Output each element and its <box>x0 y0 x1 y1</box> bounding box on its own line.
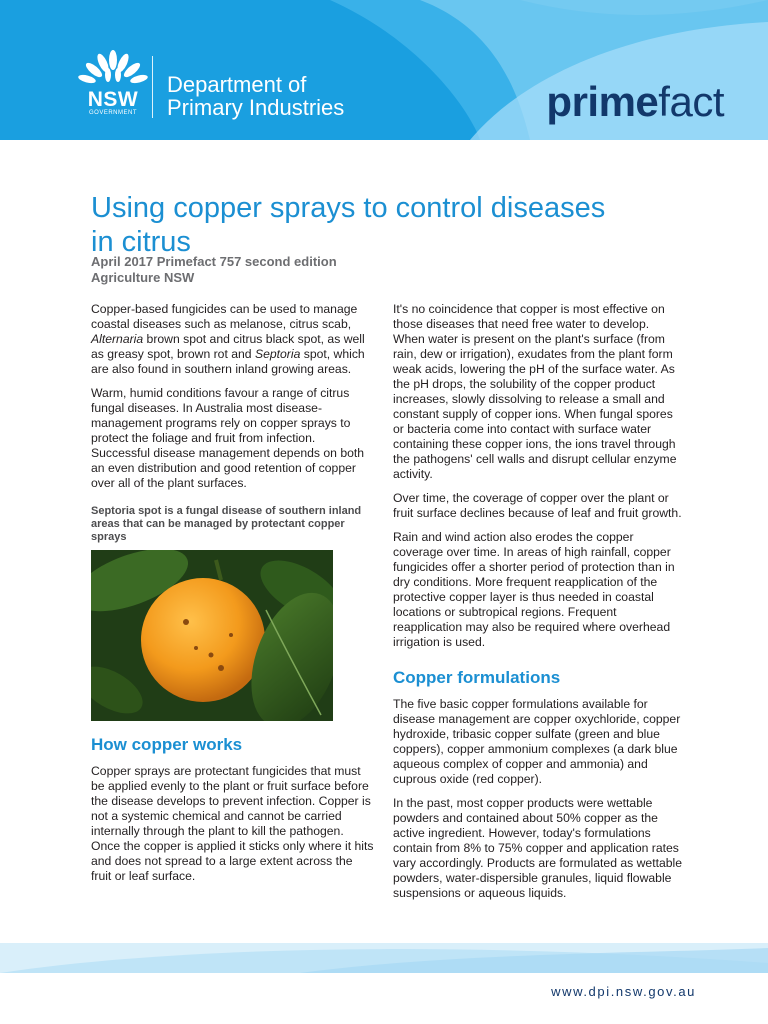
how-copper-works-heading: How copper works <box>91 735 243 754</box>
intro-italic-septoria: Septoria <box>254 347 301 361</box>
document-title: Using copper sprays to control diseases in citrus <box>91 192 606 259</box>
right-column <box>393 302 683 910</box>
logo-wordmark: NSW <box>87 88 139 111</box>
brand-part-2: fact <box>658 78 724 125</box>
orange-fruit-photo <box>91 550 333 721</box>
document-subtitle <box>91 254 491 286</box>
logo-subtext: GOVERNMENT <box>88 110 137 116</box>
coverage-decline-paragraph: Over time, the coverage of copper over the plant or fruit surface declines because of leaf and fruit growth. <box>393 491 682 520</box>
primefact-brand <box>546 78 724 126</box>
copper-formulations-heading: Copper formulations <box>393 668 561 687</box>
department-line-2: Primary Industries <box>167 95 345 120</box>
subtitle-line-1: April 2017 Primefact 757 second edition <box>91 254 337 269</box>
intro-text-3: spot, which are also found in southern inland growing areas. <box>91 347 365 376</box>
free-water-paragraph: It's no coincidence that copper is most effective on those diseases that need free water to develop. When water is present on the plant's surface (from rain, dew or irrigation), exudates from the plant form weak acids, lowering the pH of the surface water. As the pH drops, the solubility of the copper product increases, slowly dissolving to release a small and constant supply of copper ions. When fungal spores or bacteria come into contact with surface water containing these copper ions, the ions travel through the pathogens' cell walls and disrupt cellular enzyme activity. <box>393 302 677 481</box>
wettable-powders-paragraph: In the past, most copper products were wettable powders and contained about 50% copper as the active ingredient. However, today's formulations contain from 8% to 75% copper and application rates vary accordingly. Products are formulated as wettable powders, water-dispersible granules, liquid flowable suspensions or aqueous liquids. <box>393 796 683 900</box>
header-banner <box>0 0 768 140</box>
intro-italic-alternaria: Alternaria <box>91 332 144 346</box>
intro-text-2: brown spot and citrus black spot, as well as greasy spot, brown rot and <box>91 332 365 361</box>
intro-paragraph <box>91 302 376 377</box>
orange-illustration <box>91 550 333 721</box>
footer-wave-decoration <box>0 943 768 973</box>
subtitle-line-2: Agriculture NSW <box>91 270 195 285</box>
formulations-paragraph: The five basic copper formulations available for disease management are copper oxychloride, copper hydroxide, tribasic copper sulfate (green and blue coppers), copper ammonium complexes (a dark blue aqueous complex of copper and ammonia) and cuprous oxide (red copper). <box>393 697 681 786</box>
intro-text-1: Copper-based fungicides can be used to manage coastal diseases such as melanose, citrus scab, <box>91 302 358 331</box>
left-column <box>91 302 376 893</box>
footer-website-link[interactable]: www.dpi.nsw.gov.au <box>551 984 696 999</box>
humid-conditions-paragraph: Warm, humid conditions favour a range of citrus fungal diseases. In Australia most disease-management programs rely on copper sprays to protect the foliage and fruit from infection. Successful disease management depends on both an even distribution and good retention of copper over all of the plant surfaces. <box>91 386 365 490</box>
brand-part-1: prime <box>546 78 659 125</box>
photo-caption: Septoria spot is a fungal disease of southern inland areas that can be managed by protectant copper sprays <box>91 505 362 543</box>
how-copper-works-paragraph: Copper sprays are protectant fungicides that must be applied evenly to the plant or fruit surface before the disease develops to prevent infection. Copper is not a systemic chemical and cannot be carried internally through the plant to kill the pathogen. Once the copper is applied it sticks only where it hits and does not spread to a large extent across the fruit or leaf surface. <box>91 764 374 883</box>
footer-wave-band <box>0 943 768 973</box>
rain-wind-paragraph: Rain and wind action also erodes the copper coverage over time. In areas of high rainfall, copper fungicides offer a shorter period of protection than in dry conditions. More frequent reapplication of the protective copper layer is thus needed in coastal locations or subtropical regions. Frequent reapplication may also be required where overhead irrigation is used. <box>393 530 675 649</box>
department-line-1: Department of <box>167 72 307 97</box>
logo-divider <box>152 56 153 118</box>
department-name <box>167 73 344 119</box>
